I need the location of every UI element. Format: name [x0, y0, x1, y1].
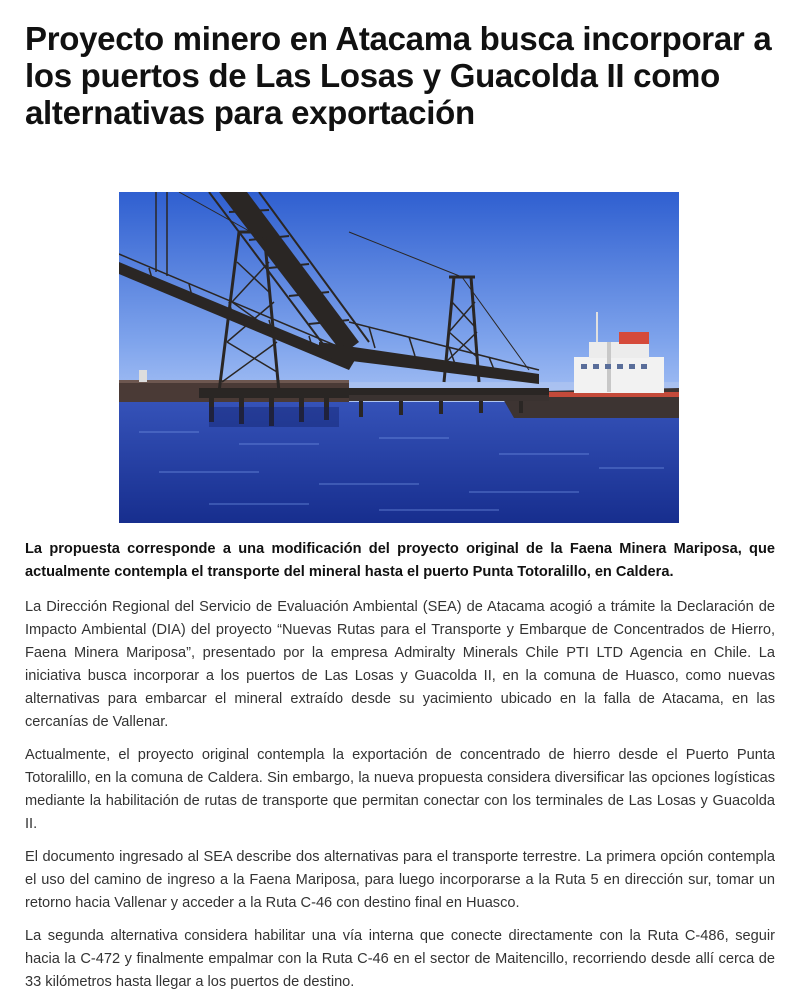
article-photo — [119, 192, 679, 523]
article-headline: Proyecto minero en Atacama busca incorporar a los puertos de Las Losas y Guacolda II como alternativas para exportación — [25, 20, 772, 131]
article-paragraph: Actualmente, el proyecto original contempla la exportación de concentrado de hierro desde el Puerto Punta Totoralillo, en la comuna de Caldera. Sin embargo, la nueva propuesta considera diversificar las opciones logísticas mediante la habilitación de rutas de transporte que permitan conectar con los terminales de Las Losas y Guacolda II. — [25, 747, 775, 832]
article-lead: La propuesta corresponde a una modificación del proyecto original de la Faena Minera Mariposa, que actualmente contempla el transporte del mineral hasta el puerto Punta Totoralillo, en Caldera. — [25, 541, 775, 580]
article-paragraph: La segunda alternativa considera habilitar una vía interna que conecte directamente con la Ruta C-486, seguir hacia la C-472 y finalmente empalmar con la Ruta C-46 en el sector de Maitencillo, recorriendo desde allí cerca de 33 kilómetros hasta llegar a los puertos de destino. — [25, 928, 775, 990]
article-paragraph: El documento ingresado al SEA describe dos alternativas para el transporte terrestre. La primera opción contempla el uso del camino de ingreso a la Faena Mariposa, para luego incorporarse a la Ruta 5 en dirección sur, tomar un retorno hacia Vallenar y acceder a la Ruta C-46 con destino final en Huasco. — [25, 849, 775, 911]
port-pier-illustration — [119, 192, 679, 523]
article-paragraph: La Dirección Regional del Servicio de Evaluación Ambiental (SEA) de Atacama acogió a trámite la Declaración de Impacto Ambiental (DIA) del proyecto “Nuevas Rutas para el Transporte y Embarque de Concentrados de Hierro, Faena Minera Mariposa”, presentado por la empresa Admiralty Minerals Chile PTI LTD Agencia en Chile. La iniciativa busca incorporar a los puertos de Las Losas y Guacolda II, en la comuna de Huasco, como nuevas alternativas para embarcar el mineral extraído desde su yacimiento ubicado en la falla de Atacama, en las cercanías de Vallenar. — [25, 599, 775, 730]
